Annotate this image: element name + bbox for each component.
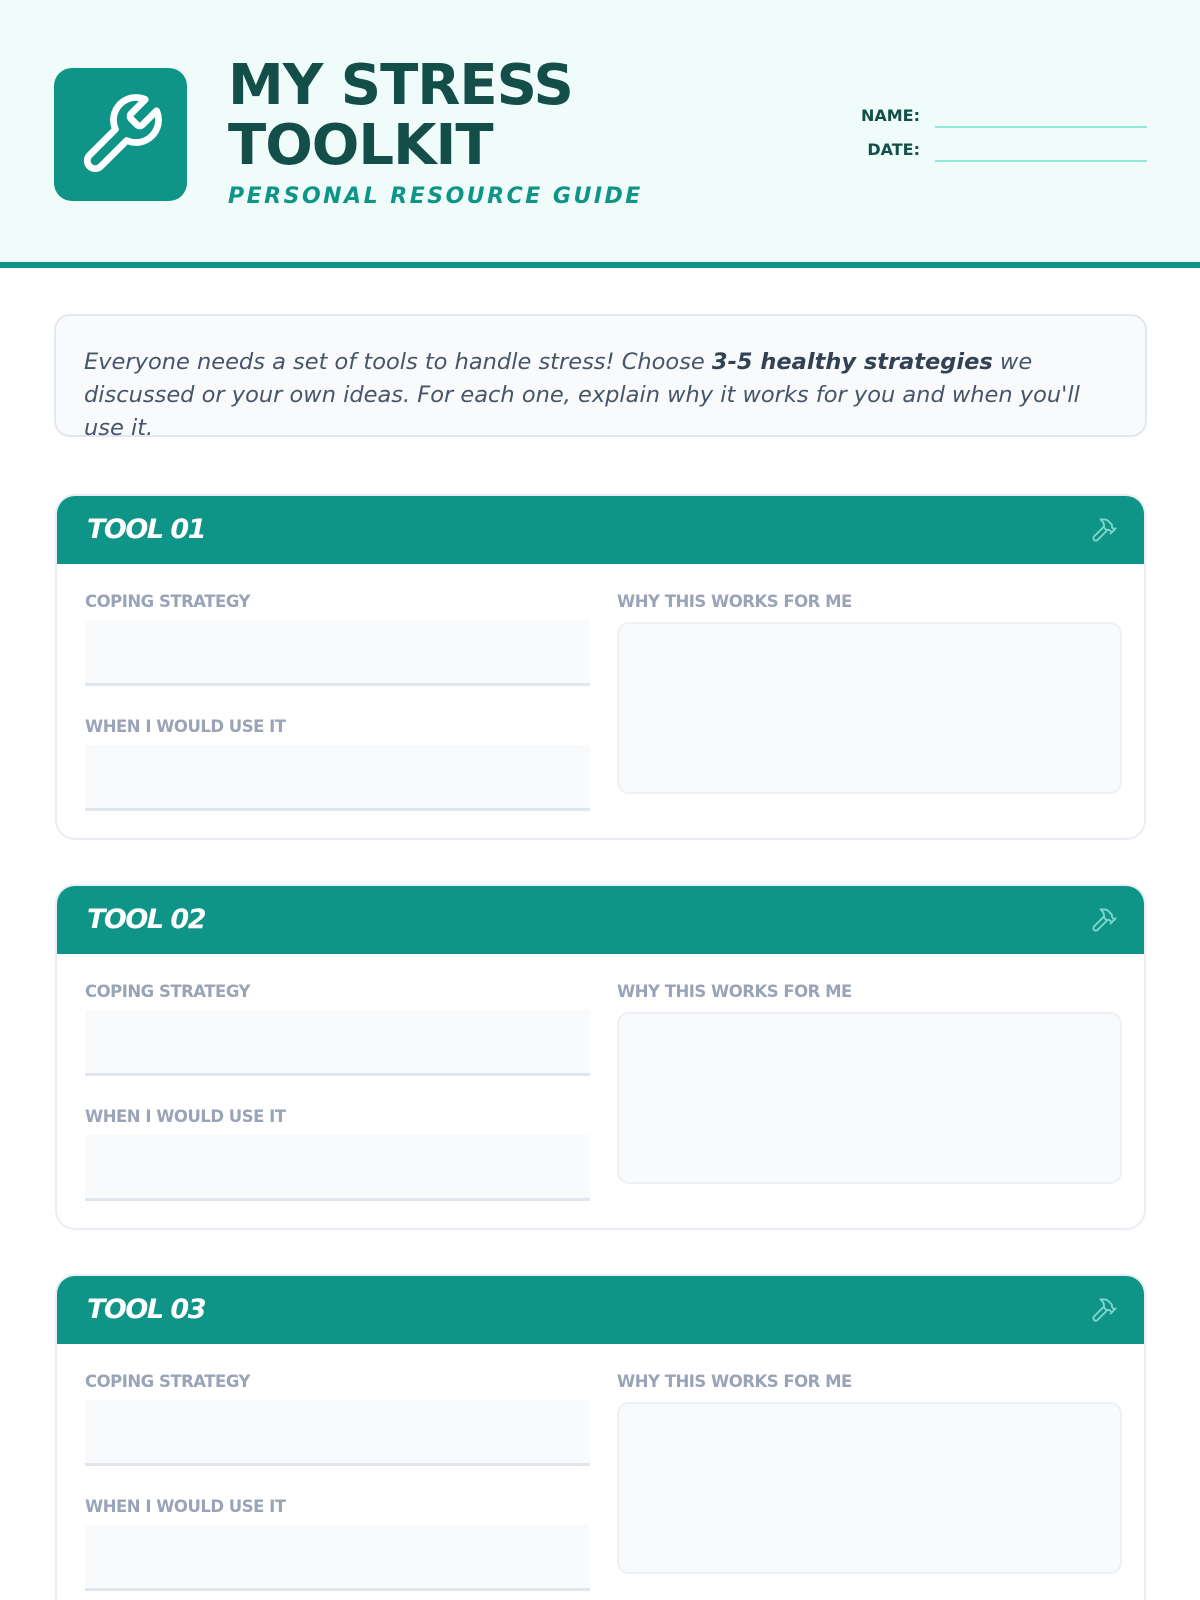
wrench-icon [76,90,166,180]
tool-title: TOOL 03 [87,1294,206,1325]
date-field[interactable] [935,160,1147,162]
when-use-field[interactable] [85,745,590,811]
tool-card-header [57,496,1144,564]
instructions-box [54,314,1147,441]
coping-strategy-label: COPING STRATEGY [85,982,250,1001]
when-use-label: WHEN I WOULD USE IT [85,1497,286,1516]
coping-strategy-field[interactable] [85,620,590,686]
name-field[interactable] [935,126,1147,128]
instructions-text-bold: 3-5 healthy strategies [711,349,993,375]
coping-strategy-label: COPING STRATEGY [85,1372,250,1391]
tool-card-1 [55,494,1146,840]
tool-card-3 [55,1274,1146,1600]
tool-title: TOOL 01 [87,514,206,545]
when-use-field[interactable] [85,1525,590,1591]
title-line-2: TOOLKIT [228,113,493,178]
coping-strategy-field[interactable] [85,1010,590,1076]
date-label: DATE: [867,140,920,159]
why-works-field[interactable] [617,1012,1122,1184]
when-use-label: WHEN I WOULD USE IT [85,1107,286,1126]
hammer-icon [1090,1296,1118,1324]
when-use-label: WHEN I WOULD USE IT [85,717,286,736]
name-row [820,104,1150,128]
hammer-icon [1090,516,1118,544]
coping-strategy-label: COPING STRATEGY [85,592,250,611]
hammer-icon [1090,906,1118,934]
logo-badge [54,68,187,201]
coping-strategy-field[interactable] [85,1400,590,1466]
why-works-field[interactable] [617,1402,1122,1574]
date-row [820,138,1150,162]
tool-card-header [57,1276,1144,1344]
why-works-label: WHY THIS WORKS FOR ME [617,982,852,1001]
instructions-text-end: we discussed or your own ideas. For each one, explain why it works for you and when you'll use it. [84,349,1080,441]
why-works-field[interactable] [617,622,1122,794]
instructions-text-start: Everyone needs a set of tools to handle stress! Choose [84,349,712,375]
page-subtitle: PERSONAL RESOURCE GUIDE [228,184,643,209]
page-title [228,53,573,178]
why-works-label: WHY THIS WORKS FOR ME [617,1372,852,1391]
tool-title: TOOL 02 [87,904,206,935]
tool-card-header [57,886,1144,954]
when-use-field[interactable] [85,1135,590,1201]
title-line-1: MY STRESS [228,53,573,118]
name-label: NAME: [860,106,920,125]
why-works-label: WHY THIS WORKS FOR ME [617,592,852,611]
page-header [0,0,1200,268]
tool-card-2 [55,884,1146,1230]
